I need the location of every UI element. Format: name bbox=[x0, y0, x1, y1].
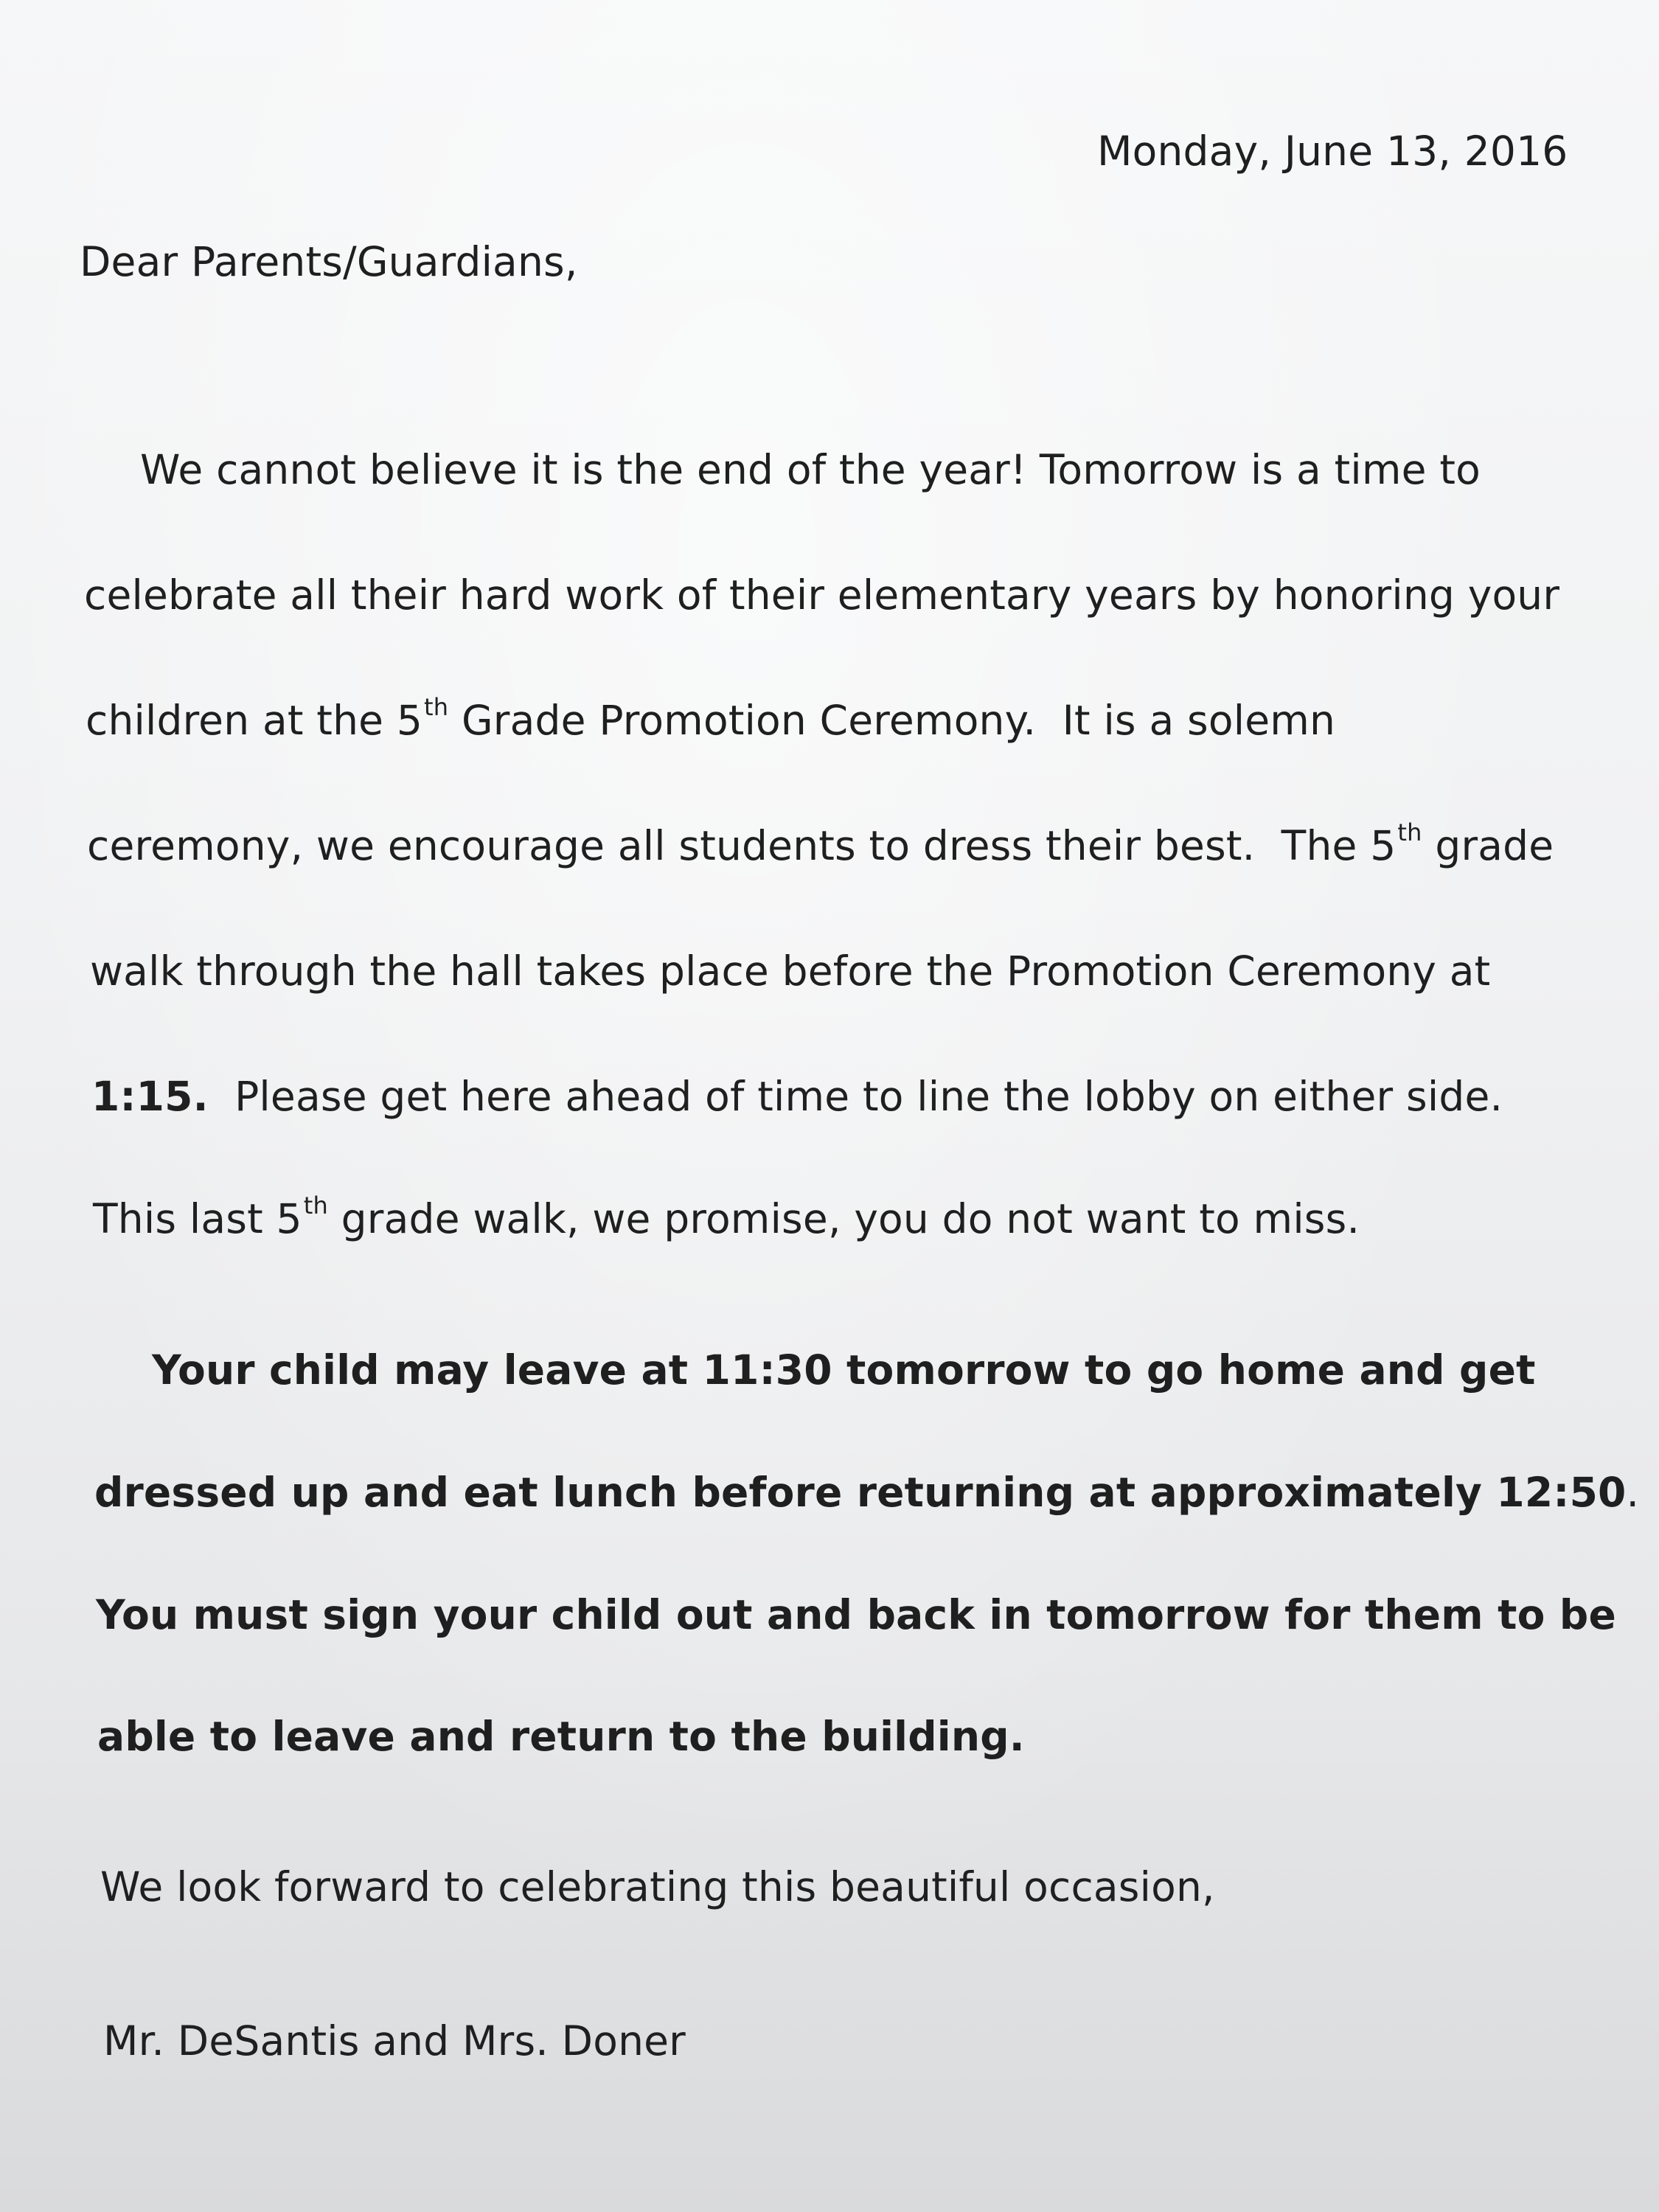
paragraph-2-line-1: Your child may leave at 11:30 tomorrow to go home and get bbox=[152, 1346, 1536, 1394]
text-segment: ceremony, we encourage all students to dress their best. The 5 bbox=[87, 822, 1397, 869]
text-segment: dressed up and eat lunch before returning at approximately 12:50 bbox=[94, 1469, 1627, 1516]
paragraph-1-line-6 bbox=[91, 1071, 1503, 1122]
letter-date: Monday, June 13, 2016 bbox=[1097, 128, 1568, 175]
superscript: th bbox=[303, 1192, 328, 1220]
text-segment: Grade Promotion Ceremony. It is a solemn bbox=[448, 697, 1336, 744]
paragraph-1-line-5: walk through the hall takes place before the Promotion Ceremony at bbox=[90, 947, 1491, 995]
paragraph-1-line-2: celebrate all their hard work of their elementary years by honoring your bbox=[84, 571, 1560, 619]
text-segment: Please get here ahead of time to line the lobby on either side. bbox=[208, 1073, 1503, 1120]
text-segment: This last 5 bbox=[93, 1195, 302, 1242]
paragraph-1-line-3 bbox=[86, 695, 1335, 752]
paragraph-2-line-4: able to leave and return to the building. bbox=[97, 1713, 1025, 1760]
paragraph-2-line-2 bbox=[94, 1467, 1639, 1518]
letter-greeting: Dear Parents/Guardians, bbox=[80, 238, 578, 285]
time-highlight: 1:15. bbox=[91, 1073, 209, 1120]
letter-signature: Mr. DeSantis and Mrs. Doner bbox=[103, 2017, 686, 2065]
superscript: th bbox=[1397, 818, 1422, 846]
superscript: th bbox=[424, 693, 449, 721]
text-segment: grade bbox=[1422, 822, 1554, 869]
text-segment: . bbox=[1626, 1469, 1640, 1516]
paragraph-1-line-7 bbox=[93, 1193, 1360, 1251]
text-segment: children at the 5 bbox=[86, 697, 423, 744]
paragraph-1-line-1: We cannot believe it is the end of the year! Tomorrow is a time to bbox=[140, 446, 1481, 493]
text-segment: grade walk, we promise, you do not want to miss. bbox=[328, 1195, 1360, 1242]
paragraph-1-line-4 bbox=[87, 820, 1554, 877]
letter-closing: We look forward to celebrating this beautiful occasion, bbox=[100, 1863, 1215, 1910]
paragraph-2-line-3: You must sign your child out and back in tomorrow for them to be bbox=[96, 1591, 1617, 1638]
